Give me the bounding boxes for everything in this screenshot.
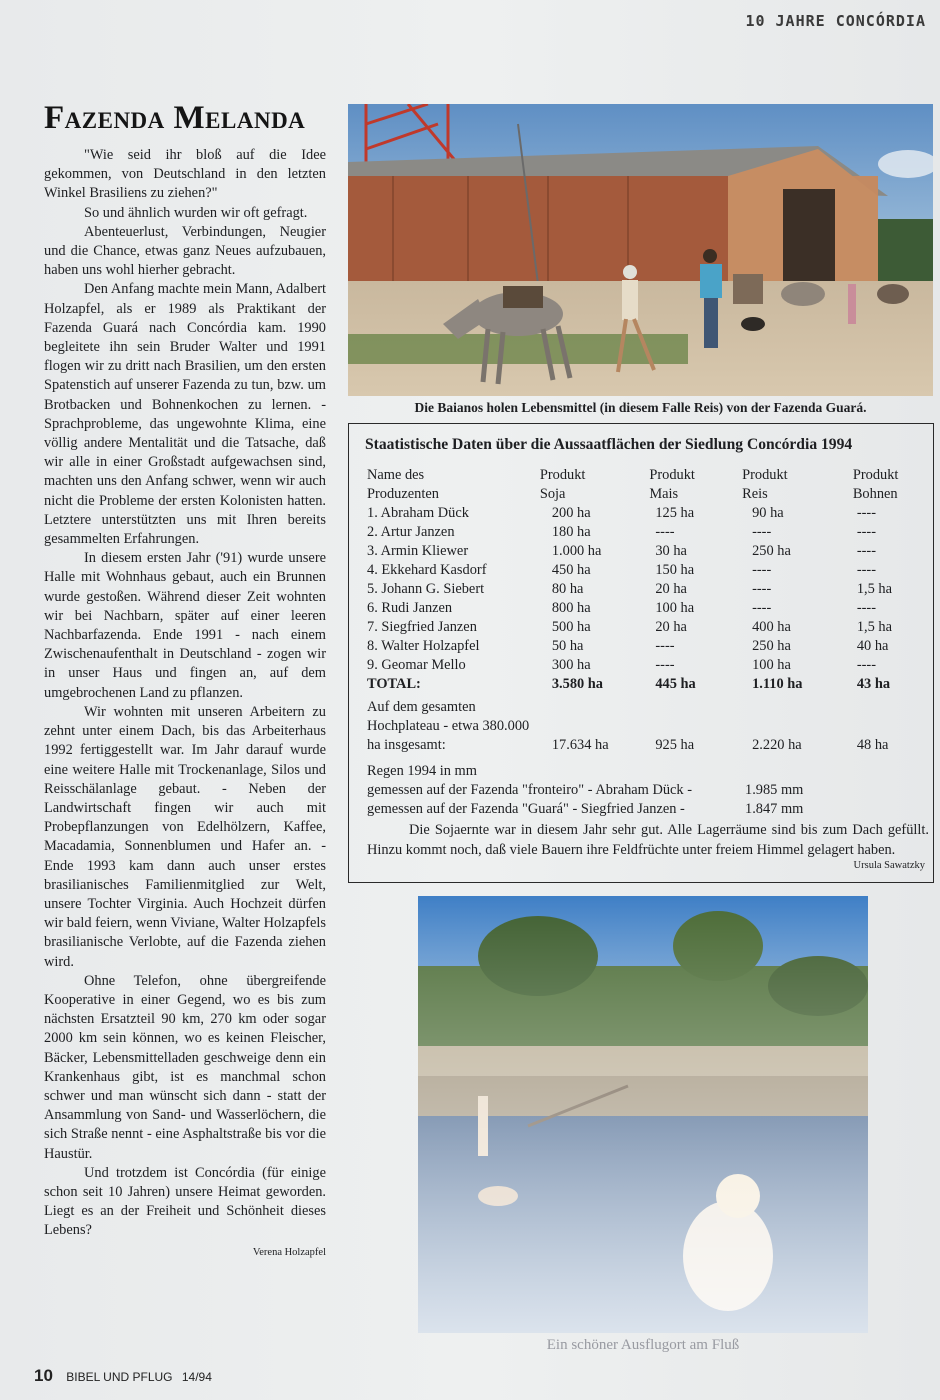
harvest-note: Die Sojaernte war in diesem Jahr sehr gut. Alle Lagerräume sind bis zum Dach gefüllt. Hinzu kommt noch, daß viele Bauern ihre Feldfrüchte unter freiem Himmel gelagert haben. <box>367 822 929 858</box>
article-paragraph: Den Anfang machte mein Mann, Adalbert Holzapfel, als er 1989 als Praktikant der Fazenda Guará nach Concórdia kam. 1990 begleitete ihn sein Bruder Walter und 1991 flogen wir zu dritt nach Brasilien, um den ersten Spatenstich auf unserer Fazenda zu tun, bzw. um Brotbacken und Bohnenkochen zu lernen. - Sprachprobleme, das ungewohnte Klima, eine völlig andere Mentalität und die Tatsache, daß wir alle in einer Großstadt aufgewachsen sind, machten uns den Anfang schwer, wenn wir auch nicht die Probleme der ersten Kolonisten hatten. Letztere unterstützten uns mit Ihren bereits gesammelten Erfahrungen. <box>44 281 326 548</box>
table-cell: ---- <box>752 524 772 540</box>
table-cell: 2. Artur Janzen <box>367 524 455 540</box>
table-cell: 90 ha <box>752 505 784 521</box>
table-header-row <box>363 466 933 504</box>
header-line: Reis <box>742 486 768 502</box>
table-row <box>363 637 933 656</box>
table-cell: 5. Johann G. Siebert <box>367 581 485 597</box>
rainfall-section <box>367 762 927 819</box>
header-line: Produkt <box>852 467 899 483</box>
table-total-row <box>363 675 933 694</box>
table-cell: 80 ha <box>551 581 584 597</box>
photo-river-outing <box>418 896 868 1333</box>
table-cell: 200 ha <box>551 505 591 521</box>
table-cell: 17.634 ha <box>551 737 609 753</box>
rainfall-row <box>367 800 927 819</box>
table-header-cell <box>540 466 650 504</box>
header-line: Produkt <box>649 467 695 483</box>
table-cell: 150 ha <box>655 562 695 578</box>
table-cell: 30 ha <box>655 543 687 559</box>
page-number: 10 <box>34 1366 53 1385</box>
photo2-caption: Ein schöner Ausflugort am Fluß <box>546 1337 740 1353</box>
table-cell: 3. Armin Kliewer <box>367 543 469 559</box>
table-cell: 4. Ekkehard Kasdorf <box>367 562 487 578</box>
table-cell: 8. Walter Holzapfel <box>367 638 480 654</box>
table-cell: ---- <box>856 657 876 673</box>
running-head: 10 JAHRE CONCÓRDIA <box>745 12 926 30</box>
photo-river-outing-image <box>418 896 868 1333</box>
table-cell: 1,5 ha <box>856 619 892 635</box>
table-cell: 1.110 ha <box>752 676 803 692</box>
table-cell: 1.000 ha <box>551 543 602 559</box>
table-cell: ---- <box>752 600 772 616</box>
table-cell: 50 ha <box>551 638 584 654</box>
table-cell: 500 ha <box>551 619 591 635</box>
table-cell: 400 ha <box>752 619 791 635</box>
table-cell: ---- <box>856 505 876 521</box>
table-cell: 450 ha <box>551 562 591 578</box>
publication-name: BIBEL UND PFLUG <box>66 1370 173 1384</box>
note-signature: Ursula Sawatzky <box>853 860 925 871</box>
header-line: Bohnen <box>852 486 898 502</box>
table-cell: 125 ha <box>655 505 695 521</box>
rainfall-label: gemessen auf der Fazenda "fronteiro" - Abraham Dück - <box>367 782 693 798</box>
table-cell: ---- <box>655 638 675 654</box>
photo1-caption: Die Baianos holen Lebensmittel (in diesem Falle Reis) von der Fazenda Guará. <box>414 400 867 415</box>
rainfall-value: 1.985 mm <box>745 782 804 798</box>
table-cell: ---- <box>752 562 772 578</box>
article-paragraph: So und ähnlich wurden wir oft gefragt. <box>84 204 308 221</box>
photo-donkeys-farm <box>348 104 933 396</box>
article-paragraph: "Wie seid ihr bloß auf die Idee gekommen, von Deutschland in den letzten Winkel Brasiliens zu ziehen?" <box>44 147 326 202</box>
photo-donkeys-farm-image <box>348 104 933 396</box>
table-cell: ---- <box>856 562 876 578</box>
table-cell: 9. Geomar Mello <box>367 657 466 673</box>
table-cell: 2.220 ha <box>752 737 802 753</box>
statistics-table <box>363 466 933 755</box>
table-cell: 300 ha <box>551 657 591 673</box>
table-row <box>363 542 933 561</box>
table-row <box>363 561 933 580</box>
table-row <box>363 504 933 523</box>
header-line: Mais <box>649 486 679 502</box>
table-cell: 925 ha <box>655 737 695 753</box>
rainfall-title: Regen 1994 in mm <box>367 763 477 779</box>
table-row <box>363 656 933 675</box>
article-title: Fazenda Melanda <box>44 100 306 136</box>
table-cell: ---- <box>856 600 876 616</box>
statistics-title: Staatistische Daten über die Aussaatflächen der Siedlung Concórdia 1994 <box>365 436 853 453</box>
article-column <box>44 146 326 1262</box>
table-header-cell <box>649 466 742 504</box>
table-header-cell <box>853 466 933 504</box>
header-line: Soja <box>539 486 566 502</box>
page-footer <box>34 1366 212 1386</box>
table-row <box>363 618 933 637</box>
table-cell: 20 ha <box>655 581 687 597</box>
table-cell: 7. Siegfried Janzen <box>367 619 477 635</box>
table-cell: TOTAL: <box>367 676 421 692</box>
table-cell: 445 ha <box>655 676 696 692</box>
table-cell: ---- <box>856 543 876 559</box>
table-cell: 48 ha <box>856 737 889 753</box>
table-cell: 3.580 ha <box>551 676 604 692</box>
table-cell: ---- <box>655 657 675 673</box>
table-row <box>363 580 933 599</box>
table-cell: 20 ha <box>655 619 687 635</box>
table-cell: ---- <box>856 524 876 540</box>
rainfall-label: gemessen auf der Fazenda "Guará" - Siegfried Janzen - <box>367 801 685 817</box>
table-cell: 250 ha <box>752 638 791 654</box>
table-cell: 1. Abraham Dück <box>367 505 469 521</box>
table-row <box>363 523 933 542</box>
article-signature: Verena Holzapfel <box>252 1246 326 1258</box>
rainfall-value: 1.847 mm <box>745 801 804 817</box>
table-header-cell <box>363 466 540 504</box>
issue-number: 14/94 <box>181 1370 212 1384</box>
table-cell: 43 ha <box>856 676 891 692</box>
article-paragraph: Wir wohnten mit unseren Arbeitern zu zehnt unter einem Dach, bis das Arbeiterhaus 1992 fertiggestellt war. Im Jahr darauf wurde eine weitere Halle mit Trockenanlage, Silos und Reisschälanlage gebaut. - Neben der Landwirtschaft fingen wir auch mit Probepflanzungen von Edelhölzern, Kaffee, Macadamia, Sonnenblumen und Hafer an. - Ende 1993 kam dann auch unser erstes brasilianisches Familienmitglied zur Welt, unsere Tochter Virginia. Auch Hochzeit dürfen wir bald feiern, wenn Viviane, Walter Holzapfels brasilianische Verlobte, auf die Fazenda ziehen wird. <box>44 703 326 970</box>
table-cell: Auf dem gesamten Hochplateau - etwa 380.000 ha insgesamt: <box>367 699 530 753</box>
article-paragraph: Ohne Telefon, ohne übergreifende Kooperative in einer Gegend, wo es bis zum nächsten Ersatzteil 90 km, 270 km oder sogar 2000 km sein können, wo es keinen Fleischer, Bäcker, Lebensmittelladen geschweige denn ein Krankenhaus gibt, ist es manchmal schon schwer und man wünscht sich dann - statt der Ansammlung von Sand- und Wasserlöchern, die sich Straße nennt - eine Asphaltstraße bis vor die Haustür. <box>44 972 326 1162</box>
rainfall-row <box>367 781 927 800</box>
table-cell: 250 ha <box>752 543 791 559</box>
table-header-cell <box>742 466 853 504</box>
table-cell: 800 ha <box>551 600 591 616</box>
statistics-box <box>348 423 934 883</box>
article-paragraph: Abenteuerlust, Verbindungen, Neugier und die Chance, etwas ganz Neues aufzubauen, haben uns wohl hierher gebracht. <box>44 223 326 279</box>
table-cell: 100 ha <box>655 600 695 616</box>
table-cell: 1,5 ha <box>856 581 892 597</box>
header-line: Name des <box>367 467 425 483</box>
table-cell: 100 ha <box>752 657 791 673</box>
header-line: Produkt <box>539 467 586 483</box>
article-paragraph: Und trotzdem ist Concórdia (für einige schon seit 10 Jahren) unsere Heimat geworden. Liegt es an der Freiheit und Schönheit dieses Lebens? <box>44 1164 326 1239</box>
table-cell: 40 ha <box>856 638 889 654</box>
article-paragraph: In diesem ersten Jahr ('91) wurde unsere Halle mit Wohnhaus gebaut, auch ein Brunnen wurde gestoßen. Während dieser Zeit wohnten wir bei Nachbarn, später auf einer leeren Nachbarfazenda. Ende 1991 - nach einem Zwischenaufenthalt in Deutschland - zogen wir in unser Haus und fingen an, auf dem umgebrochenen Land zu pflanzen. <box>44 550 326 701</box>
table-cell: 180 ha <box>551 524 591 540</box>
table-cell: 6. Rudi Janzen <box>367 600 453 616</box>
table-plateau-row <box>363 694 933 755</box>
table-cell: ---- <box>752 581 772 597</box>
table-row <box>363 599 933 618</box>
header-line: Produzenten <box>367 486 439 502</box>
table-cell: ---- <box>655 524 675 540</box>
header-line: Produkt <box>742 467 788 483</box>
